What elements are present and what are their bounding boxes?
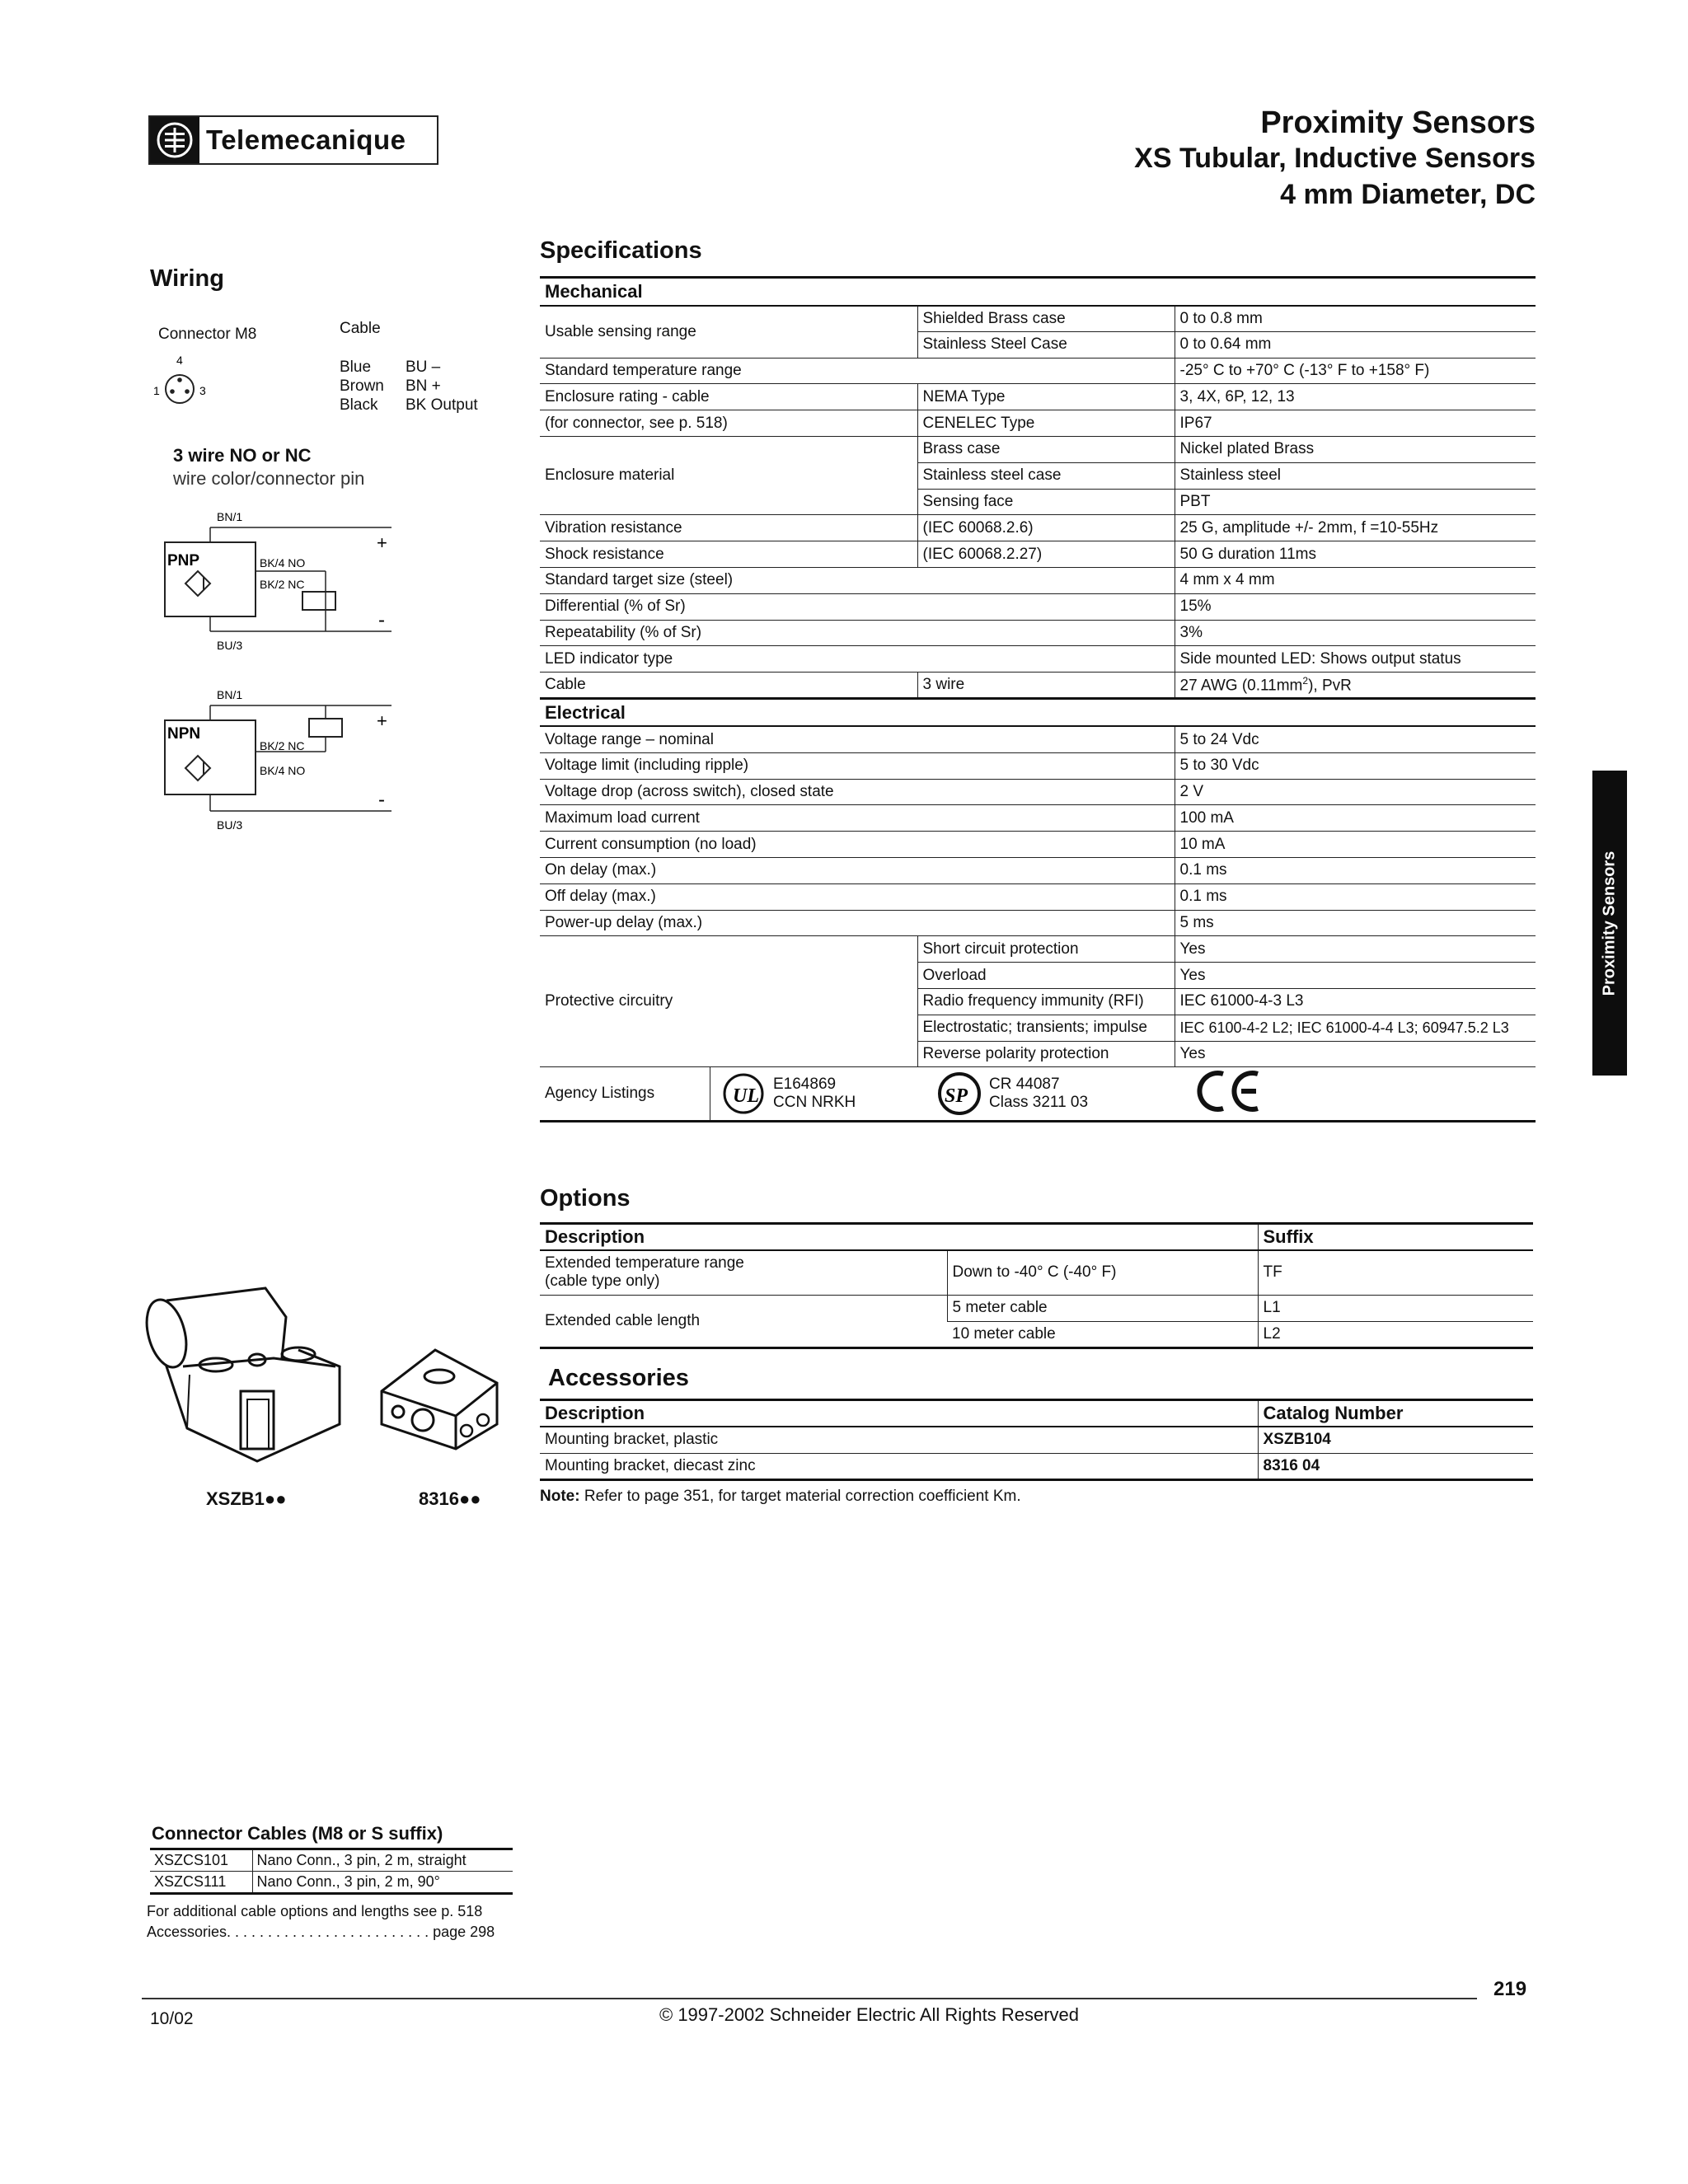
table-row (540, 1250, 1533, 1295)
spec-value: IEC 6100-4-2 L2; IEC 61000-4-4 L3; 60947.5.2 L3 (1175, 1015, 1536, 1041)
svg-text:SP: SP (945, 1085, 968, 1108)
table-row (540, 752, 1536, 779)
cable-value-text: 27 AWG (0.11mm (1179, 677, 1303, 695)
spec-sublabel: Stainless Steel Case (917, 331, 1175, 358)
spec-label: Differential (% of Sr) (540, 593, 1175, 620)
footer-copyright: © 1997-2002 Schneider Electric All Rights Reserved (659, 2004, 1080, 2025)
accessories-page-ref: Accessories. . . . . . . . . . . . . . . . . . . . . . . . . page 298 (147, 1924, 495, 1940)
specifications-heading: Specifications (540, 237, 702, 264)
table-row (540, 883, 1536, 910)
cable-code: BU – (406, 359, 441, 376)
spec-sublabel: Radio frequency immunity (RFI) (917, 988, 1175, 1015)
npn-bu-label: BU/3 (217, 818, 243, 832)
table-row (540, 515, 1536, 541)
spec-value: 2 V (1175, 779, 1536, 805)
spec-sublabel: Reverse polarity protection (917, 1041, 1175, 1067)
connector-label: Connector M8 (158, 326, 257, 343)
table-row (540, 646, 1536, 673)
npn-label: NPN (167, 725, 201, 743)
spec-value: Nickel plated Brass (1175, 436, 1536, 462)
footer-divider (142, 1998, 1477, 1999)
cable-color: Blue (340, 359, 372, 376)
spec-label: Repeatability (% of Sr) (540, 620, 1175, 646)
product-label-8316: 8316●● (419, 1488, 481, 1509)
agency-row (540, 1067, 1536, 1122)
spec-sublabel: Electrostatic; transients; impulse (917, 1015, 1175, 1041)
spec-label: Standard temperature range (540, 358, 1175, 384)
spec-value: Side mounted LED: Shows output status (1175, 646, 1536, 673)
svg-text:UL: UL (733, 1085, 759, 1108)
specifications-section (540, 237, 1536, 1122)
spec-label: Enclosure material (540, 436, 917, 514)
note-label: Note: (540, 1487, 580, 1505)
ul-logo-icon (722, 1072, 765, 1115)
connector-cables-table (150, 1850, 513, 1895)
cable-color: Brown (340, 377, 384, 395)
spec-sublabel: Sensing face (917, 489, 1175, 515)
npn-plus-label: + (377, 710, 387, 731)
pnp-wiring-diagram (161, 509, 408, 658)
table-row (540, 779, 1536, 805)
spec-value: IEC 61000-4-3 L3 (1175, 988, 1536, 1015)
footer-date: 10/02 (150, 2009, 194, 2028)
telemecanique-mark-icon (150, 117, 199, 163)
spec-value: Stainless steel (1175, 462, 1536, 489)
options-heading: Options (540, 1185, 631, 1212)
spec-value: 3, 4X, 6P, 12, 13 (1175, 384, 1536, 410)
section-side-tab (1592, 771, 1627, 1076)
wiring-subtitle: 3 wire NO or NC (173, 445, 312, 466)
spec-sublabel: NEMA Type (917, 384, 1175, 410)
accessories-note (540, 1488, 1533, 1506)
spec-value: IP67 (1175, 410, 1536, 437)
cable-description: Nano Conn., 3 pin, 2 m, 90° (252, 1872, 513, 1894)
option-detail: 10 meter cable (947, 1321, 1258, 1347)
spec-sublabel: 3 wire (917, 673, 1175, 699)
table-row (540, 541, 1536, 568)
cable-label: Cable (340, 320, 381, 337)
column-header: Description (540, 1400, 1258, 1427)
agency-cell (540, 1067, 1536, 1122)
xszb1-bracket-illustration (142, 1284, 356, 1474)
pnp-bn-label: BN/1 (217, 510, 243, 523)
table-row (540, 620, 1536, 646)
spec-value: 4 mm x 4 mm (1175, 567, 1536, 593)
spec-value: Yes (1175, 1041, 1536, 1067)
option-detail: 5 meter cable (947, 1295, 1258, 1321)
table-row (540, 910, 1536, 936)
specifications-table (540, 276, 1536, 1122)
spec-value: 5 to 30 Vdc (1175, 752, 1536, 779)
table-row (540, 1295, 1533, 1321)
options-table (540, 1222, 1533, 1349)
spec-value: Yes (1175, 936, 1536, 963)
spec-sublabel: Shielded Brass case (917, 306, 1175, 332)
spec-value: PBT (1175, 489, 1536, 515)
column-header: Catalog Number (1258, 1400, 1533, 1427)
spec-value: 25 G, amplitude +/- 2mm, f =10-55Hz (1175, 515, 1536, 541)
cable-color: Black (340, 396, 378, 414)
more-cables-note: For additional cable options and lengths see p. 518 (147, 1903, 483, 1919)
csa-listing (936, 1071, 1184, 1117)
spec-value: 3% (1175, 620, 1536, 646)
cable-value-superscript: 2 (1302, 674, 1309, 687)
spec-label: Protective circuitry (540, 936, 917, 1067)
npn-minus-label: - (378, 789, 385, 811)
table-row (150, 1872, 513, 1894)
spec-label: Current consumption (no load) (540, 832, 1175, 858)
spec-label: Enclosure rating - cable (540, 384, 917, 410)
spec-label: Shock resistance (540, 541, 917, 568)
spec-label: Standard target size (steel) (540, 567, 1175, 593)
spec-value: -25° C to +70° C (-13° F to +158° F) (1175, 358, 1536, 384)
wiring-subnote: wire color/connector pin (173, 468, 365, 489)
cable-part-number: XSZCS101 (150, 1850, 252, 1872)
option-desc-line: (cable type only) (545, 1272, 660, 1291)
column-header: Suffix (1258, 1224, 1533, 1251)
spec-sublabel: (IEC 60068.2.6) (917, 515, 1175, 541)
brand-name: Telemecanique (206, 124, 406, 155)
pnp-out2-label: BK/2 NC (260, 578, 305, 591)
option-description (540, 1250, 947, 1295)
pnp-label: PNP (167, 552, 200, 569)
spec-value: 15% (1175, 593, 1536, 620)
table-row (540, 936, 1536, 963)
table-row (540, 358, 1536, 384)
connector-m8-pin-icon (150, 353, 224, 410)
spec-label: Off delay (max.) (540, 883, 1175, 910)
accessory-description: Mounting bracket, diecast zinc (540, 1453, 1258, 1479)
wiring-heading: Wiring (150, 265, 224, 292)
spec-value: 10 mA (1175, 832, 1536, 858)
accessories-section (540, 1365, 1533, 1506)
connector-cables-heading: Connector Cables (M8 or S suffix) (150, 1823, 513, 1850)
brand-logo (148, 115, 438, 165)
table-row (150, 1850, 513, 1872)
accessory-catalog-number: XSZB104 (1258, 1427, 1533, 1453)
csa-file-number: CR 44087 (989, 1076, 1060, 1094)
page-subtitle: XS Tubular, Inductive Sensors (1134, 143, 1536, 174)
ce-mark-icon (1184, 1067, 1263, 1120)
pin-4-label: 4 (176, 354, 183, 367)
accessories-heading: Accessories (548, 1365, 689, 1391)
cable-code: BK Output (406, 396, 478, 414)
csa-class: Class 3211 03 (989, 1094, 1089, 1112)
spec-label: Vibration resistance (540, 515, 917, 541)
cable-description: Nano Conn., 3 pin, 2 m, straight (252, 1850, 513, 1872)
option-suffix: TF (1258, 1250, 1533, 1295)
pnp-out1-label: BK/4 NO (260, 556, 306, 569)
table-row (540, 567, 1536, 593)
table-header-row (540, 1224, 1533, 1251)
spec-sublabel: Overload (917, 963, 1175, 989)
spec-value: 0 to 0.8 mm (1175, 306, 1536, 332)
spec-sublabel: (IEC 60068.2.27) (917, 541, 1175, 568)
table-row (540, 410, 1536, 437)
note-text: Refer to page 351, for target material correction coefficient Km. (584, 1487, 1021, 1505)
page-title: Proximity Sensors (1260, 105, 1536, 140)
spec-value: 5 to 24 Vdc (1175, 726, 1536, 752)
spec-label: Voltage drop (across switch), closed state (540, 779, 1175, 805)
option-description: Extended cable length (540, 1295, 947, 1347)
spec-label: LED indicator type (540, 646, 1175, 673)
product-label-xszb1: XSZB1●● (206, 1488, 287, 1509)
spec-value: 0 to 0.64 mm (1175, 331, 1536, 358)
cable-code: BN + (406, 377, 441, 395)
spec-label: Voltage limit (including ripple) (540, 752, 1175, 779)
table-row (540, 673, 1536, 699)
spec-value: 50 G duration 11ms (1175, 541, 1536, 568)
spec-label: Usable sensing range (540, 306, 917, 359)
table-header-row (540, 1400, 1533, 1427)
table-row (540, 384, 1536, 410)
spec-sublabel: Brass case (917, 436, 1175, 462)
table-row (540, 857, 1536, 883)
npn-out1-label: BK/2 NC (260, 739, 305, 752)
table-row (540, 306, 1536, 332)
spec-sublabel: Stainless steel case (917, 462, 1175, 489)
page-subtitle-2: 4 mm Diameter, DC (1280, 179, 1536, 210)
spec-sublabel: Short circuit protection (917, 936, 1175, 963)
spec-sublabel: CENELEC Type (917, 410, 1175, 437)
pin-3-label: 3 (199, 384, 206, 397)
options-section (540, 1185, 1533, 1349)
spec-label: (for connector, see p. 518) (540, 410, 917, 437)
option-desc-line: Extended temperature range (545, 1254, 744, 1272)
option-suffix: L2 (1258, 1321, 1533, 1347)
table-row (540, 832, 1536, 858)
option-detail: Down to -40° C (-40° F) (947, 1250, 1258, 1295)
cable-color-list (340, 358, 478, 415)
ul-listing (710, 1072, 936, 1115)
accessory-catalog-number: 8316 04 (1258, 1453, 1533, 1479)
mechanical-heading: Mechanical (540, 278, 1536, 306)
option-suffix: L1 (1258, 1295, 1533, 1321)
pnp-bu-label: BU/3 (217, 639, 243, 652)
table-row (540, 1453, 1533, 1479)
spec-label: Power-up delay (max.) (540, 910, 1175, 936)
connector-cables-section (147, 1823, 513, 1941)
spec-label: Cable (540, 673, 917, 699)
spec-value: 5 ms (1175, 910, 1536, 936)
table-row (540, 805, 1536, 832)
spec-value: 0.1 ms (1175, 883, 1536, 910)
spec-value: 0.1 ms (1175, 857, 1536, 883)
8316-bracket-illustration (377, 1333, 501, 1457)
ul-file-number: E164869 (773, 1076, 837, 1094)
spec-value: Yes (1175, 963, 1536, 989)
accessory-description: Mounting bracket, plastic (540, 1427, 1258, 1453)
table-row (540, 436, 1536, 462)
npn-out2-label: BK/4 NO (260, 764, 306, 777)
pnp-minus-label: - (378, 609, 385, 631)
agency-label: Agency Listings (540, 1067, 710, 1120)
cable-part-number: XSZCS111 (150, 1872, 252, 1894)
spec-label: Voltage range – nominal (540, 726, 1175, 752)
csa-logo-icon (936, 1071, 982, 1117)
pnp-plus-label: + (377, 532, 387, 553)
spec-value: 100 mA (1175, 805, 1536, 832)
accessories-table (540, 1399, 1533, 1481)
table-row (540, 593, 1536, 620)
spec-label: Maximum load current (540, 805, 1175, 832)
npn-wiring-diagram (161, 687, 408, 836)
spec-value (1175, 673, 1536, 699)
npn-bn-label: BN/1 (217, 688, 243, 701)
electrical-heading: Electrical (540, 698, 1536, 726)
ul-ccn: CCN NRKH (773, 1094, 856, 1112)
column-header: Description (540, 1224, 1258, 1251)
pin-1-label: 1 (153, 384, 160, 397)
table-row (540, 726, 1536, 752)
cable-value-text: ), PvR (1308, 677, 1352, 695)
page-number: 219 (1493, 1978, 1527, 2000)
side-tab-label: Proximity Sensors (1600, 851, 1619, 996)
spec-label: On delay (max.) (540, 857, 1175, 883)
table-row (540, 1427, 1533, 1453)
